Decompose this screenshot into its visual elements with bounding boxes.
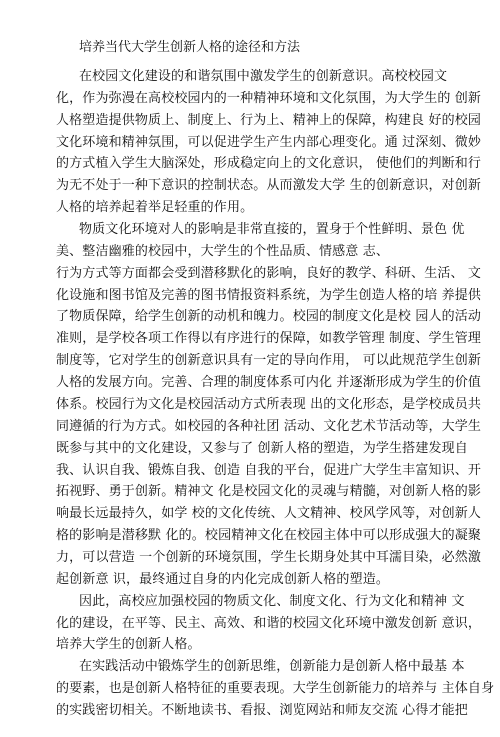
text-line: 体系。校园行为文化是校园活动方式所表现 出的文化形态，是学校成员共 [56, 396, 482, 412]
text-line: 因此，高校应加强校园的物质文化、制度文化、行为文化和精神 文 [79, 593, 465, 609]
text-line: 同遵循的行为方式。如校园的各种社团 活动、文化艺术节活动等，大学生 [56, 418, 482, 434]
text-line: 化的建设，在平等、民主、高效、和谐的校园文化环境中激发创新 意识， [56, 615, 482, 631]
text-line: 起创新意 识，最终通过自身的内化完成创新人格的塑造。 [56, 571, 390, 587]
text-line: 拓视野、勇于创新。精神文 化是校园文化的灵魂与精髓，对创新人格的影 [56, 484, 482, 500]
text-line: 在实践活动中锻炼学生的创新思维，创新能力是创新人格中最基 本 [79, 659, 465, 675]
text-line: 美、整洁幽雅的校园中，大学生的个性品质、情感意 志、 [56, 243, 390, 259]
text-line: 人格的发展方向。完善、合理的制度体系可内化 并逐渐形成为学生的价值 [56, 375, 482, 391]
text-line: 的要素，也是创新人格特征的重要表现。大学生创新能力的培养与 主体自身 [56, 681, 495, 697]
text-line: 文化环境和精神氛围，可以促进学生产生内部心理变化。通 过深刻、微妙 [56, 134, 482, 150]
text-line: 准则，是学校各项工作得以有序进行的保障，如教学管理 制度、学生管理 [56, 331, 482, 347]
text-line: 人格塑造提供物质上、制度上、行为上、精神上的保障，构建良 好的校园 [56, 112, 482, 128]
text-line: 物质文化环境对人的影响是非常直接的，置身于个性鲜明、景色 优 [79, 222, 465, 238]
text-line: 人格的培养起着举足轻重的作用。 [56, 200, 254, 216]
document-title: 培养当代大学生创新人格的途径和方法 [79, 40, 301, 55]
text-line: 既参与其中的文化建设，又参与了 创新人格的塑造，为学生搭建发现自 [56, 440, 468, 456]
text-line: 响最长远最持久，如学 校的文化传统、人文精神、校风学风等，对创新人 [56, 506, 482, 522]
text-line: 格的影响是潜移默 化的。校园精神文化在校园主体中可以形成强大的凝聚 [56, 528, 482, 544]
text-line: 化，作为弥漫在高校校园内的一种精神环境和文化氛围，为大学生的 创新 [56, 90, 482, 106]
text-line: 了物质保障，给学生创新的动机和魄力。校园的制度文化是校 园人的活动 [56, 309, 482, 325]
text-line: 制度等，它对学生的创新意识具有一定的导向作用， 可以此规范学生创新 [56, 353, 482, 369]
text-line: 我、认识自我、锻炼自我、创造 自我的平台，促进广大学生丰富知识、开 [56, 462, 482, 478]
text-line: 培养大学生的创新人格。 [56, 637, 201, 653]
text-line: 在校园文化建设的和谐氛围中激发学生的创新意识。高校校园文 [79, 69, 448, 84]
text-line: 力，可以营造 一个创新的环境氛围，学生长期身处其中耳濡目染，必然激 [56, 549, 482, 565]
text-line: 行为方式等方面都会受到潜移默化的影响，良好的教学、科研、生活、 文 [56, 265, 482, 281]
text-line: 的实践密切相关。不断地读书、看报、浏览网站和师友交流 心得才能把 [56, 703, 468, 718]
text-line: 化设施和图书馆及完善的图书情报资料系统，为学生创造人格的培 养提供 [56, 287, 482, 303]
text-line: 的方式植入学生大脑深处，形成稳定向上的文化意识， 使他们的判断和行 [56, 156, 482, 172]
text-line: 为无不处于一种下意识的控制状态。从而激发大学 生的创新意识，对创新 [56, 178, 482, 194]
